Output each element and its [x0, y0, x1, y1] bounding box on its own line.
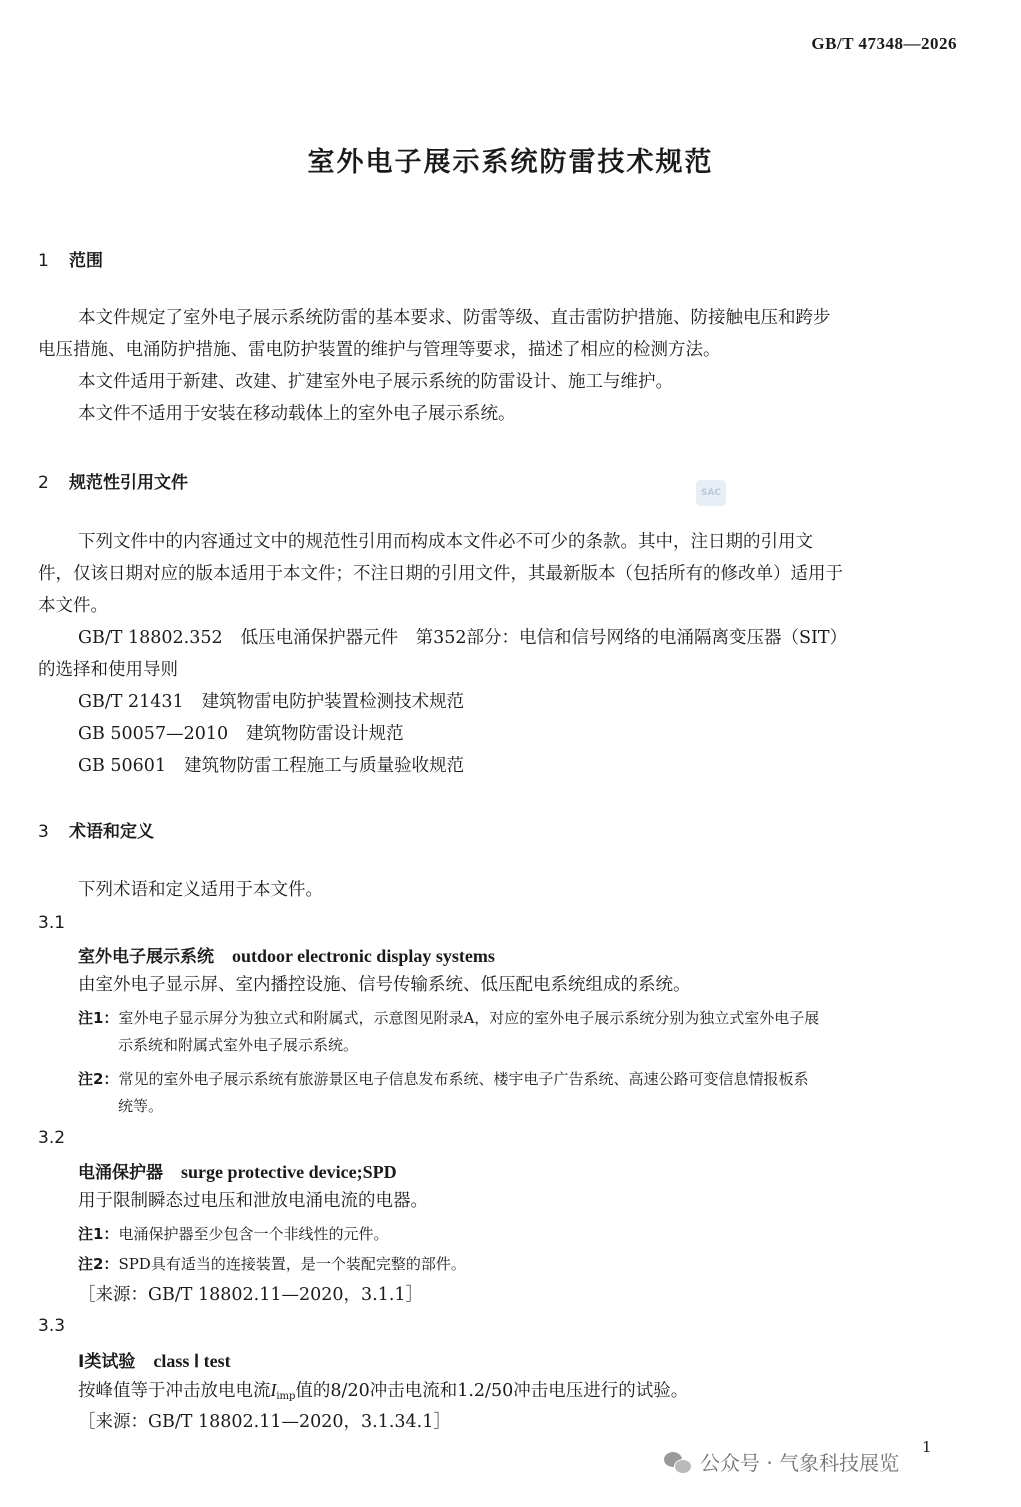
variable-subscript: imp: [276, 1391, 296, 1402]
wechat-icon: [664, 1450, 692, 1474]
document-title: 室外电子展示系统防雷技术规范: [307, 147, 714, 178]
term-source: ［来源：GB/T 18802.11—2020，3.1.1］: [78, 1285, 424, 1305]
reference-title: 建筑物防雷工程施工与质量验收规范: [184, 756, 465, 776]
reference-title: 低压电涌保护器元件 第352部分：电信和信号网络的电涌隔离变压器（SIT）: [240, 628, 848, 648]
note-label: 注1：: [78, 1009, 119, 1027]
term-heading: [78, 1347, 231, 1372]
note: [78, 1005, 958, 1059]
note-label: 注2：: [78, 1255, 119, 1273]
term-number: 3.3: [38, 1316, 66, 1336]
footer-text: 公众号 · 气象科技展览: [700, 1451, 900, 1475]
definition-text: 值的8/20冲击电流和1.2/50冲击电压进行的试验。: [295, 1381, 689, 1401]
note-text: 室外电子显示屏分为独立式和附属式，示意图见附录A，对应的室外电子展示系统分别为独立式室外电子展: [118, 1009, 820, 1027]
note: [78, 1221, 958, 1248]
reference-title: 建筑物防雷设计规范: [246, 724, 404, 744]
section-3-heading: [38, 817, 154, 842]
note-text-continuation: 示系统和附属式室外电子展示系统。: [118, 1036, 359, 1054]
section-title: 术语和定义: [69, 822, 154, 842]
term-heading: [78, 1158, 397, 1183]
definition-text: 按峰值等于冲击放电电流: [78, 1381, 271, 1401]
term-source: ［来源：GB/T 18802.11—2020，3.1.34.1］: [78, 1412, 451, 1432]
section-2-heading: [38, 468, 188, 493]
reference-title: 建筑物雷电防护装置检测技术规范: [201, 692, 465, 712]
term-en: outdoor electronic display systems: [232, 946, 495, 966]
reference-code: GB 50601: [78, 756, 167, 776]
reference-item: [78, 623, 958, 654]
page-number: 1: [922, 1438, 932, 1456]
reference-item: [78, 687, 958, 718]
term-en: surge protective device;SPD: [181, 1162, 397, 1182]
section-title: 范围: [69, 251, 103, 271]
note-text: 常见的室外电子展示系统有旅游景区电子信息发布系统、楼宇电子广告系统、高速公路可变信息情报板系: [118, 1070, 809, 1088]
section-number: 1: [38, 251, 49, 271]
term-zh: Ⅰ类试验: [78, 1352, 136, 1372]
term-definition: 由室外电子显示屏、室内播控设施、信号传输系统、低压配电系统组成的系统。: [78, 975, 691, 995]
note: [78, 1066, 958, 1120]
term-number: 3.2: [38, 1128, 66, 1148]
reference-item: [78, 751, 958, 782]
standard-number: GB/T 47348—2026: [811, 34, 957, 53]
paragraph: 本文件不适用于安装在移动载体上的室外电子展示系统。: [78, 404, 516, 424]
term-number: 3.1: [38, 913, 66, 933]
note-label: 注2：: [78, 1070, 119, 1088]
note-label: 注1：: [78, 1225, 119, 1243]
paragraph: 下列文件中的内容通过文中的规范性引用而构成本文件必不可少的条款。其中，注日期的引用文: [78, 532, 813, 552]
reference-continuation: 的选择和使用导则: [38, 660, 178, 680]
term-zh: 电涌保护器: [78, 1163, 163, 1183]
paragraph: 本文件适用于新建、改建、扩建室外电子展示系统的防雷设计、施工与维护。: [78, 372, 673, 392]
section-number: 3: [38, 822, 49, 842]
term-definition: 用于限制瞬态过电压和泄放电涌电流的电器。: [78, 1191, 428, 1211]
section-number: 2: [38, 473, 49, 493]
reference-code: GB/T 21431: [78, 692, 184, 712]
section-1-heading: [38, 246, 103, 271]
paragraph-continuation: 电压措施、电涌防护措施、雷电防护装置的维护与管理等要求，描述了相应的检测方法。: [38, 340, 721, 360]
paragraph: 下列术语和定义适用于本文件。: [78, 880, 323, 900]
note-text: 电涌保护器至少包含一个非线性的元件。: [118, 1225, 389, 1243]
note-text-continuation: 统等。: [118, 1097, 164, 1115]
paragraph-continuation: 件，仅该日期对应的版本适用于本文件；不注日期的引用文件，其最新版本（包括所有的修改单）适用于: [38, 564, 843, 584]
note: [78, 1251, 958, 1278]
reference-code: GB/T 18802.352: [78, 628, 223, 648]
paragraph: 本文件规定了室外电子展示系统防雷的基本要求、防雷等级、直击雷防护措施、防接触电压和跨步: [78, 308, 831, 328]
sac-watermark-icon: SAC: [696, 480, 726, 506]
paragraph-continuation: 本文件。: [38, 596, 108, 616]
variable-i: I: [270, 1380, 277, 1400]
section-title: 规范性引用文件: [69, 473, 188, 493]
term-en: class Ⅰ test: [153, 1351, 231, 1371]
reference-code: GB 50057—2010: [78, 724, 229, 744]
note-text: SPD具有适当的连接装置，是一个装配完整的部件。: [118, 1255, 466, 1273]
term-heading: [78, 942, 495, 967]
reference-item: [78, 719, 958, 750]
term-zh: 室外电子展示系统: [78, 947, 214, 967]
wechat-footer[interactable]: [664, 1447, 899, 1476]
